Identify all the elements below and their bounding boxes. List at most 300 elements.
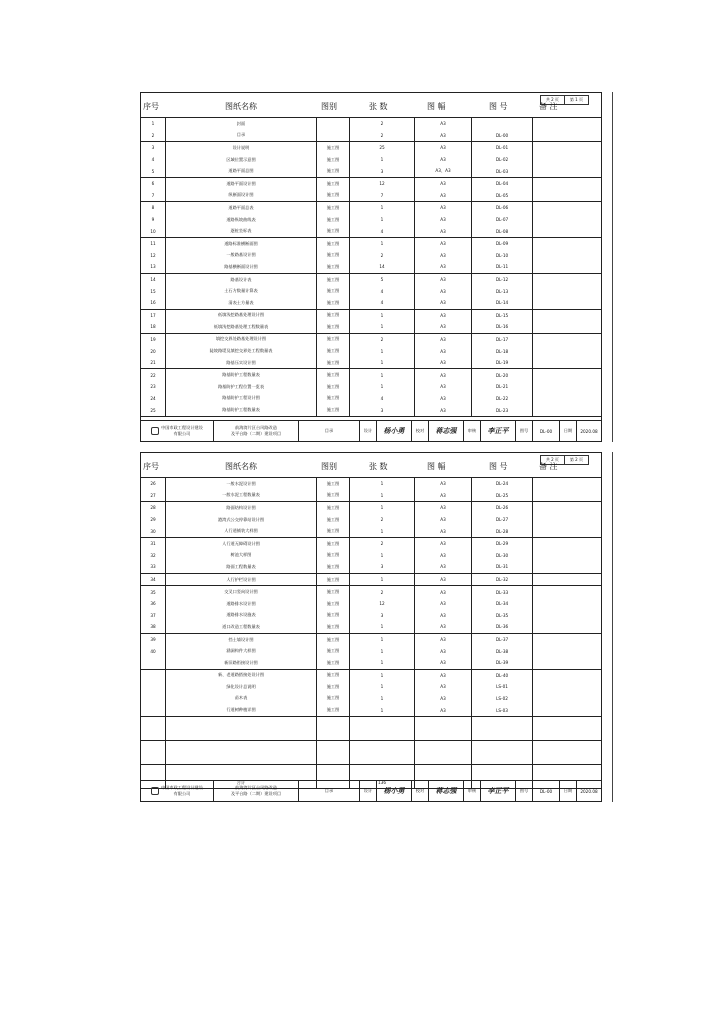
cell-size: A3 bbox=[414, 538, 471, 550]
cell-seq: 40 bbox=[150, 648, 156, 654]
cell-category: 施工图 bbox=[316, 190, 349, 202]
cell-note bbox=[532, 190, 601, 202]
table-row bbox=[141, 334, 601, 346]
cell-count: 12 bbox=[349, 178, 414, 190]
cell-drawing-name: 低填浅挖路基处理设计图 bbox=[165, 310, 316, 322]
cell-size: A3 bbox=[414, 250, 471, 262]
cell-drawing-name bbox=[165, 728, 316, 740]
table-row bbox=[141, 765, 601, 777]
cell-drawing-name: 一般水泥设计图 bbox=[165, 478, 316, 490]
cell-count: 2 bbox=[349, 250, 414, 262]
cell-category: 施工图 bbox=[316, 381, 349, 393]
cell-seq: 26 bbox=[150, 481, 156, 487]
cell-count: 1 bbox=[349, 693, 414, 705]
cell-category: 施工图 bbox=[316, 561, 349, 573]
cell-seq: 37 bbox=[150, 612, 156, 618]
cell-seq: 16 bbox=[150, 300, 156, 306]
cell-drawing-name bbox=[165, 753, 316, 765]
cell-count: 25 bbox=[349, 142, 414, 154]
cell-drawing-name: 绿化设计总说明 bbox=[165, 681, 316, 693]
cell-drawing-name: 道路平面总表 bbox=[165, 202, 316, 214]
cell-drawing-name: 清表土方量表 bbox=[165, 297, 316, 309]
table-row bbox=[141, 393, 601, 405]
row-group bbox=[141, 202, 601, 238]
code-label: 图号 bbox=[516, 781, 533, 801]
row-group bbox=[141, 634, 601, 670]
cell-code: DL-21 bbox=[471, 381, 532, 393]
company-cell bbox=[141, 781, 214, 801]
cell-note bbox=[532, 310, 601, 322]
header-seq: 序号 bbox=[143, 462, 159, 471]
cell-category: 施工图 bbox=[316, 525, 349, 537]
cell-code: DL-16 bbox=[471, 321, 532, 333]
project-name-line1: 前海湾片区台风路改造 bbox=[235, 425, 277, 430]
page-total: 共 2 页 bbox=[545, 457, 559, 462]
cell-count bbox=[349, 741, 414, 753]
cell-category: 施工图 bbox=[316, 681, 349, 693]
cell-code: DL-22 bbox=[471, 393, 532, 405]
cell-drawing-name: 路面结构设计图 bbox=[165, 502, 316, 514]
cell-code: DL-31 bbox=[471, 561, 532, 573]
cell-note bbox=[532, 610, 601, 622]
cell-note bbox=[532, 645, 601, 657]
cell-seq: 10 bbox=[150, 228, 156, 234]
cell-count: 1 bbox=[349, 154, 414, 166]
cell-note bbox=[532, 321, 601, 333]
cell-size: A3 bbox=[414, 681, 471, 693]
header-size: 图 幅 bbox=[427, 102, 446, 111]
cell-drawing-name: 路基横断面设计图 bbox=[165, 261, 316, 273]
cell-seq: 19 bbox=[150, 336, 156, 342]
cell-code: DL-26 bbox=[471, 502, 532, 514]
cell-seq: 23 bbox=[150, 384, 156, 390]
cell-note bbox=[532, 118, 601, 130]
cell-code bbox=[471, 728, 532, 740]
table-row bbox=[141, 130, 601, 142]
header-note: 备 注 bbox=[539, 102, 558, 111]
cell-seq bbox=[141, 741, 165, 753]
cell-size: A3 bbox=[414, 610, 471, 622]
cell-category: 施工图 bbox=[316, 334, 349, 346]
cell-drawing-name: 道路平面设计图 bbox=[165, 178, 316, 190]
cell-seq: 18 bbox=[150, 324, 156, 330]
title-block bbox=[141, 420, 601, 441]
cell-code: DL-39 bbox=[471, 657, 532, 669]
cell-size: A3 bbox=[414, 657, 471, 669]
table-row bbox=[141, 285, 601, 297]
checker-signature: 蒋志强 bbox=[429, 781, 464, 801]
cell-count: 2 bbox=[349, 538, 414, 550]
cell-size: A3 bbox=[414, 321, 471, 333]
cell-count: 1 bbox=[349, 657, 414, 669]
date-label: 日期 bbox=[560, 421, 577, 441]
design-label: 设计 bbox=[360, 421, 377, 441]
cell-note bbox=[532, 274, 601, 286]
cell-code: DL-40 bbox=[471, 670, 532, 682]
cell-count: 4 bbox=[349, 297, 414, 309]
cell-size: A3 bbox=[414, 586, 471, 598]
cell-count: 3 bbox=[349, 561, 414, 573]
header-count: 张 数 bbox=[369, 462, 388, 471]
table-row bbox=[141, 621, 601, 633]
cell-note bbox=[532, 765, 601, 777]
cell-count: 1 bbox=[349, 621, 414, 633]
table-row bbox=[141, 717, 601, 729]
cell-seq: 29 bbox=[150, 517, 156, 523]
title-block bbox=[141, 780, 601, 801]
cell-count: 1 bbox=[349, 670, 414, 682]
header-category: 图别 bbox=[321, 102, 337, 111]
table-row bbox=[141, 525, 601, 537]
cell-seq: 20 bbox=[150, 348, 156, 354]
cell-seq: 9 bbox=[151, 217, 155, 223]
cell-code: DL-05 bbox=[471, 190, 532, 202]
cell-count: 1 bbox=[349, 645, 414, 657]
cell-note bbox=[532, 514, 601, 526]
table-row bbox=[141, 165, 601, 177]
cell-drawing-name: 路面工程数量表 bbox=[165, 561, 316, 573]
cell-count: 1 bbox=[349, 321, 414, 333]
page-current: 第 1 页 bbox=[564, 96, 588, 104]
cell-drawing-name: 涵洞构件大样图 bbox=[165, 645, 316, 657]
cell-size: A3 bbox=[414, 130, 471, 142]
cell-seq: 34 bbox=[150, 577, 156, 583]
cell-category bbox=[316, 118, 349, 130]
cell-count bbox=[349, 728, 414, 740]
cell-drawing-name: 一般水泥工程数量表 bbox=[165, 490, 316, 502]
cell-note bbox=[532, 250, 601, 262]
cell-size: A3 bbox=[414, 634, 471, 646]
cell-category: 施工图 bbox=[316, 693, 349, 705]
reviewer-signature: 李正平 bbox=[481, 421, 516, 441]
cell-note bbox=[532, 334, 601, 346]
cell-note bbox=[532, 490, 601, 502]
cell-size: A3 bbox=[414, 261, 471, 273]
cell-size: A3 bbox=[414, 598, 471, 610]
project-cell bbox=[214, 421, 299, 441]
table-row bbox=[141, 657, 601, 669]
table-row bbox=[141, 357, 601, 369]
cell-note bbox=[532, 178, 601, 190]
cell-category: 施工图 bbox=[316, 214, 349, 226]
cell-drawing-name: 新旧路衔接设计图 bbox=[165, 657, 316, 669]
cell-code: DL-24 bbox=[471, 478, 532, 490]
cell-size: A3 bbox=[414, 621, 471, 633]
cell-note bbox=[532, 574, 601, 586]
cell-count: 1 bbox=[349, 634, 414, 646]
cell-seq: 11 bbox=[150, 241, 156, 247]
cell-seq: 32 bbox=[150, 552, 156, 558]
cell-category: 施工图 bbox=[316, 490, 349, 502]
cell-drawing-name: 路基防护工程设计图 bbox=[165, 393, 316, 405]
cell-note bbox=[532, 525, 601, 537]
cell-category: 施工图 bbox=[316, 238, 349, 250]
cell-code: DL-19 bbox=[471, 357, 532, 369]
cell-code: DL-32 bbox=[471, 574, 532, 586]
row-group bbox=[141, 574, 601, 587]
cell-category: 施工图 bbox=[316, 310, 349, 322]
cell-seq bbox=[141, 693, 165, 705]
cell-code: DL-00 bbox=[471, 130, 532, 142]
cell-note bbox=[532, 550, 601, 562]
cell-code bbox=[471, 765, 532, 777]
cell-note bbox=[532, 598, 601, 610]
cell-category: 施工图 bbox=[316, 586, 349, 598]
cell-code: DL-06 bbox=[471, 202, 532, 214]
cell-count: 5 bbox=[349, 274, 414, 286]
drawing-list-table bbox=[141, 477, 601, 789]
cell-drawing-name: 路基设计表 bbox=[165, 274, 316, 286]
cell-count: 2 bbox=[349, 130, 414, 142]
cell-drawing-name: 人行道铺装大样图 bbox=[165, 525, 316, 537]
cell-size: A3 bbox=[414, 190, 471, 202]
code-label: 图号 bbox=[516, 421, 533, 441]
cell-size: A3 bbox=[414, 525, 471, 537]
company-name-line1: 中国市政工程设计建设 bbox=[161, 785, 203, 790]
header-category: 图别 bbox=[321, 462, 337, 471]
cell-category: 施工图 bbox=[316, 502, 349, 514]
cell-drawing-name: 港湾式公交停靠站设计图 bbox=[165, 514, 316, 526]
sheet-frame bbox=[140, 452, 602, 802]
cell-category: 施工图 bbox=[316, 202, 349, 214]
drawing-title: 目录 bbox=[299, 421, 360, 441]
drawing-list-table bbox=[141, 117, 601, 417]
cell-drawing-name: 土石方数量计算表 bbox=[165, 285, 316, 297]
cell-category: 施工图 bbox=[316, 645, 349, 657]
cell-count: 1 bbox=[349, 381, 414, 393]
project-name-line2: 及平台路（二期）建设项目 bbox=[230, 431, 282, 436]
cell-drawing-name: 路基防护工程位置一览表 bbox=[165, 381, 316, 393]
column-header-row bbox=[141, 97, 601, 117]
sheet-frame bbox=[140, 92, 602, 442]
cell-size: A3 bbox=[414, 574, 471, 586]
cell-category: 施工图 bbox=[316, 574, 349, 586]
row-group bbox=[141, 118, 601, 142]
cell-code: DL-02 bbox=[471, 154, 532, 166]
cell-drawing-name: 低填浅挖路基处理工程数量表 bbox=[165, 321, 316, 333]
cell-category: 施工图 bbox=[316, 670, 349, 682]
cell-category: 施工图 bbox=[316, 357, 349, 369]
cell-drawing-name: 纵断面设计图 bbox=[165, 190, 316, 202]
table-row bbox=[141, 250, 601, 262]
table-row bbox=[141, 225, 601, 237]
cell-size: A3 bbox=[414, 238, 471, 250]
cell-count: 4 bbox=[349, 225, 414, 237]
table-row bbox=[141, 202, 601, 214]
cell-note bbox=[532, 693, 601, 705]
cell-count: 1 bbox=[349, 490, 414, 502]
cell-note bbox=[532, 285, 601, 297]
review-label: 审核 bbox=[464, 421, 481, 441]
code-value: DL-00 bbox=[533, 781, 560, 801]
cell-drawing-name: 路基压实设计图 bbox=[165, 357, 316, 369]
header-code: 图 号 bbox=[489, 462, 508, 471]
cell-size: A3 bbox=[414, 310, 471, 322]
cell-drawing-name: 合计 bbox=[165, 777, 316, 789]
cell-size: A3 bbox=[414, 381, 471, 393]
cell-category bbox=[316, 728, 349, 740]
cell-count: 4 bbox=[349, 285, 414, 297]
row-group bbox=[141, 369, 601, 416]
designer-signature: 杨小勇 bbox=[377, 781, 412, 801]
cell-count: 1 bbox=[349, 704, 414, 716]
cell-drawing-name: 一般路基设计图 bbox=[165, 250, 316, 262]
cell-note bbox=[532, 741, 601, 753]
cell-count: 1 bbox=[349, 357, 414, 369]
cell-count: 1 bbox=[349, 238, 414, 250]
cell-count: 1 bbox=[349, 202, 414, 214]
cell-note bbox=[532, 753, 601, 765]
column-header-row bbox=[141, 457, 601, 477]
cell-code: DL-28 bbox=[471, 525, 532, 537]
cell-seq bbox=[141, 765, 165, 777]
cell-size: A3 bbox=[414, 345, 471, 357]
cell-note bbox=[532, 478, 601, 490]
cell-count: 14 bbox=[349, 261, 414, 273]
cell-count: 1 bbox=[349, 502, 414, 514]
cell-count: 2 bbox=[349, 118, 414, 130]
cell-size bbox=[414, 765, 471, 777]
table-row bbox=[141, 704, 601, 716]
cell-count: 3 bbox=[349, 404, 414, 416]
cell-count: 2 bbox=[349, 586, 414, 598]
company-name-line2: 有限公司 bbox=[173, 791, 191, 796]
cell-drawing-name: 人行护栏设计图 bbox=[165, 574, 316, 586]
page-total: 共 2 页 bbox=[545, 97, 559, 102]
cell-code: DL-34 bbox=[471, 598, 532, 610]
cell-seq: 24 bbox=[150, 395, 156, 401]
cell-code: DL-01 bbox=[471, 142, 532, 154]
cell-code: DL-15 bbox=[471, 310, 532, 322]
cell-size: A3 bbox=[414, 502, 471, 514]
cell-note bbox=[532, 225, 601, 237]
table-row bbox=[141, 574, 601, 586]
cell-code: DL-04 bbox=[471, 178, 532, 190]
sheet-edge-line bbox=[612, 92, 613, 442]
cell-count: 1 bbox=[349, 574, 414, 586]
row-group bbox=[141, 538, 601, 574]
cell-note bbox=[532, 345, 601, 357]
cell-seq: 13 bbox=[150, 264, 156, 270]
row-group bbox=[141, 178, 601, 202]
cell-category: 施工图 bbox=[316, 538, 349, 550]
cell-count bbox=[349, 765, 414, 777]
cell-code: DL-08 bbox=[471, 225, 532, 237]
cell-drawing-name: 目录 bbox=[165, 130, 316, 142]
cell-note bbox=[532, 381, 601, 393]
drawing-title: 目录 bbox=[299, 781, 360, 801]
cell-drawing-name: 道路平面总图 bbox=[165, 165, 316, 177]
cell-category: 施工图 bbox=[316, 261, 349, 273]
company-name-line2: 有限公司 bbox=[173, 431, 191, 436]
cell-size: A3 bbox=[414, 645, 471, 657]
table-row bbox=[141, 142, 601, 154]
cell-code: DL-33 bbox=[471, 586, 532, 598]
table-row bbox=[141, 645, 601, 657]
row-group bbox=[141, 478, 601, 502]
cell-note bbox=[532, 657, 601, 669]
cell-note bbox=[532, 165, 601, 177]
cell-size: A3 bbox=[414, 142, 471, 154]
cell-code: DL-10 bbox=[471, 250, 532, 262]
table-row bbox=[141, 741, 601, 753]
table-row bbox=[141, 728, 601, 740]
cell-count: 1 bbox=[349, 214, 414, 226]
cell-code: LS-02 bbox=[471, 693, 532, 705]
cell-count: 1 bbox=[349, 310, 414, 322]
row-group bbox=[141, 670, 601, 717]
cell-drawing-name: 树池大样图 bbox=[165, 550, 316, 562]
cell-size: A3 bbox=[414, 478, 471, 490]
cell-seq bbox=[141, 728, 165, 740]
cell-size: A3 bbox=[414, 334, 471, 346]
cell-seq: 17 bbox=[150, 312, 156, 318]
cell-drawing-name: 道路排水设计图 bbox=[165, 598, 316, 610]
cell-size: A3 bbox=[414, 404, 471, 416]
designer-signature: 杨小勇 bbox=[377, 421, 412, 441]
cell-category: 施工图 bbox=[316, 369, 349, 381]
row-group bbox=[141, 717, 601, 741]
cell-category: 施工图 bbox=[316, 478, 349, 490]
cell-seq: 6 bbox=[151, 181, 155, 187]
cell-note bbox=[532, 238, 601, 250]
header-seq: 序号 bbox=[143, 102, 159, 111]
cell-size: A3 bbox=[414, 369, 471, 381]
cell-size: A3 bbox=[414, 550, 471, 562]
cell-category: 施工图 bbox=[316, 178, 349, 190]
table-row bbox=[141, 478, 601, 490]
cell-code bbox=[471, 741, 532, 753]
cell-seq: 12 bbox=[150, 252, 156, 258]
cell-size: A3 bbox=[414, 214, 471, 226]
cell-category bbox=[316, 717, 349, 729]
cell-seq: 5 bbox=[151, 168, 155, 174]
cell-count: 12 bbox=[349, 598, 414, 610]
cell-note bbox=[532, 369, 601, 381]
cell-category: 施工图 bbox=[316, 598, 349, 610]
cell-category bbox=[316, 130, 349, 142]
table-row bbox=[141, 369, 601, 381]
cell-drawing-name: 逐桩坐标表 bbox=[165, 225, 316, 237]
cell-code: DL-17 bbox=[471, 334, 532, 346]
cell-drawing-name: 新、老道路搭接处设计图 bbox=[165, 670, 316, 682]
cell-category: 施工图 bbox=[316, 345, 349, 357]
header-code: 图 号 bbox=[489, 102, 508, 111]
table-row bbox=[141, 753, 601, 765]
table-row bbox=[141, 634, 601, 646]
cell-code: DL-36 bbox=[471, 621, 532, 633]
page-current: 第 2 页 bbox=[564, 456, 588, 464]
table-row bbox=[141, 550, 601, 562]
cell-seq bbox=[141, 657, 165, 669]
cell-category: 施工图 bbox=[316, 404, 349, 416]
row-group bbox=[141, 238, 601, 274]
table-row bbox=[141, 490, 601, 502]
cell-note bbox=[532, 297, 601, 309]
cell-code: DL-35 bbox=[471, 610, 532, 622]
cell-drawing-name: 苗木表 bbox=[165, 693, 316, 705]
table-row bbox=[141, 670, 601, 682]
cell-code: DL-18 bbox=[471, 345, 532, 357]
cell-note bbox=[532, 634, 601, 646]
check-label: 校对 bbox=[412, 781, 429, 801]
cell-category: 施工图 bbox=[316, 657, 349, 669]
cell-drawing-name: 道路标准横断面图 bbox=[165, 238, 316, 250]
cell-category bbox=[316, 753, 349, 765]
cell-seq: 15 bbox=[150, 288, 156, 294]
cell-code: LS-01 bbox=[471, 681, 532, 693]
cell-note bbox=[532, 621, 601, 633]
